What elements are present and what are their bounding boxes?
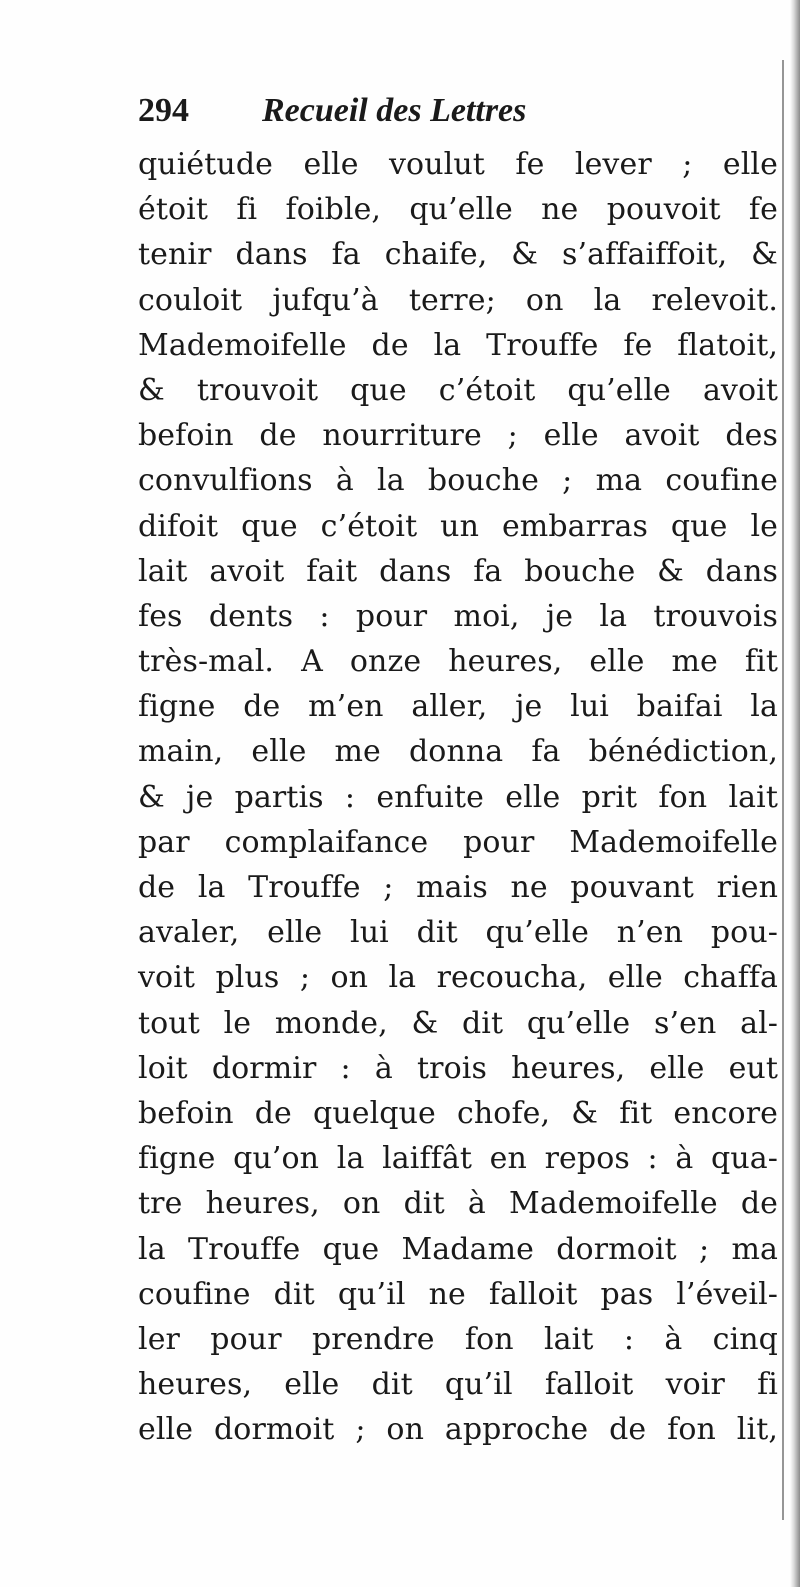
running-head xyxy=(138,92,698,138)
text-line: de la Trouffe ; mais ne pouvant rien xyxy=(138,870,778,905)
text-line: étoit fi foible, qu’elle ne pouvoit fe xyxy=(138,192,778,228)
text-line: befoin de nourriture ; elle avoit des xyxy=(138,418,778,454)
text-line: lait avoit fait dans fa bouche & dans xyxy=(138,553,778,589)
text-line: elle dormoit ; on approche de fon lit, xyxy=(138,1412,778,1448)
text-line: befoin de quelque chofe, & fit encore xyxy=(138,1095,778,1131)
text-line: quiétude elle voulut fe lever ; elle xyxy=(138,147,778,182)
body-text xyxy=(138,142,778,1452)
text-line: figne qu’on la laiffât en repos : à qua- xyxy=(138,1141,778,1177)
text-line: heures, elle dit qu’il falloit voir fi xyxy=(138,1367,778,1403)
text-line: avaler, elle lui dit qu’elle n’en pou- xyxy=(138,915,778,951)
text-line: Mademoifelle de la Trouffe fe flatoit, xyxy=(138,327,778,363)
text-line: main, elle me donna fa bénédiction, xyxy=(138,734,778,770)
text-line: couloit jufqu’à terre; on la relevoit. xyxy=(138,282,778,318)
page-edge-shadow xyxy=(790,0,800,1587)
text-line: & je partis : enfuite elle prit fon lait xyxy=(138,779,778,815)
running-title: Recueil des Lettres xyxy=(262,92,527,129)
text-line: voit plus ; on la recoucha, elle chaffa xyxy=(138,960,778,996)
text-line: tre heures, on dit à Mademoifelle de xyxy=(138,1186,778,1222)
text-line: & trouvoit que c’étoit qu’elle avoit xyxy=(138,372,778,408)
text-line: coufine dit qu’il ne falloit pas l’éveil- xyxy=(138,1276,778,1312)
text-line: très-mal. A onze heures, elle me fit xyxy=(138,644,778,680)
text-line: fes dents : pour moi, je la trouvois xyxy=(138,598,778,634)
text-line: la Trouffe que Madame dormoit ; ma xyxy=(138,1231,778,1267)
text-line: par complaifance pour Mademoifelle xyxy=(138,824,778,860)
page-number: 294 xyxy=(138,92,189,129)
text-line: tenir dans fa chaife, & s’affaiffoit, & xyxy=(138,237,778,273)
text-line: figne de m’en aller, je lui baifai la xyxy=(138,689,778,725)
text-line: ler pour prendre fon lait : à cinq xyxy=(138,1321,778,1357)
text-line: convulfions à la bouche ; ma coufine xyxy=(138,463,778,499)
page-gutter-line xyxy=(782,60,784,1520)
text-line: loit dormir : à trois heures, elle eut xyxy=(138,1050,778,1086)
text-line: tout le monde, & dit qu’elle s’en al- xyxy=(138,1005,778,1041)
text-line: difoit que c’étoit un embarras que le xyxy=(138,508,778,544)
